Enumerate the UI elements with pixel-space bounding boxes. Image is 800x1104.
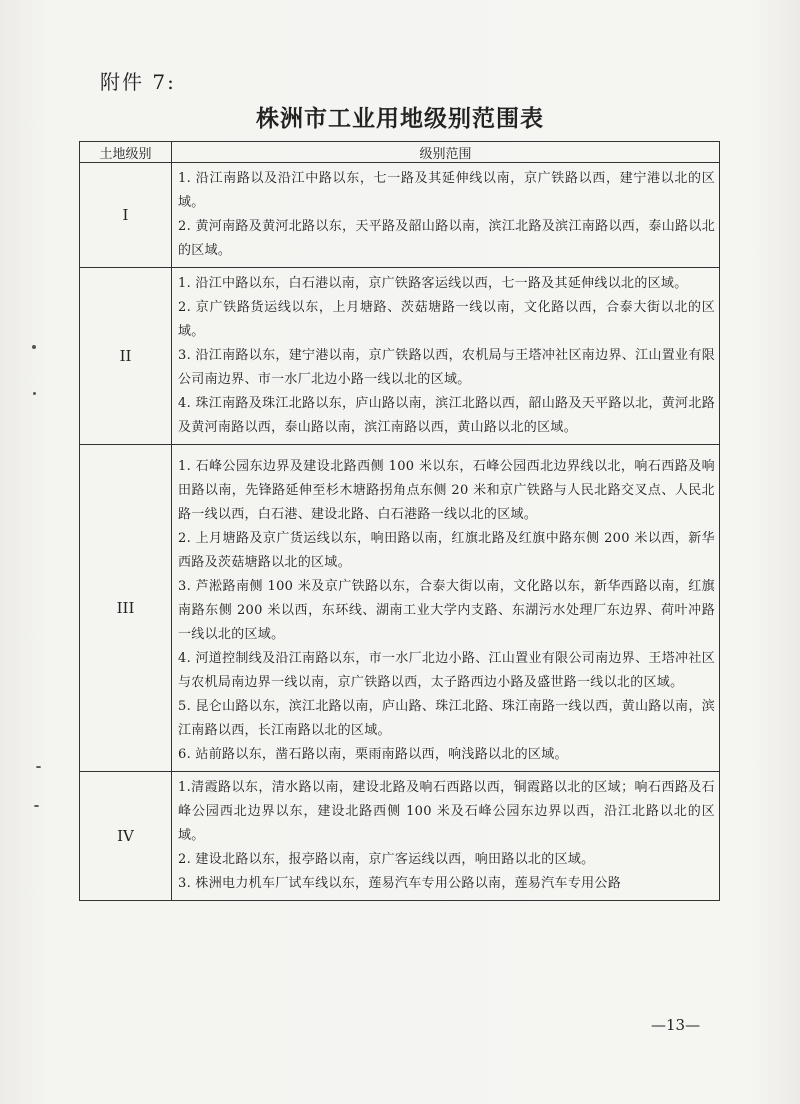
range-item: 1. 沿江中路以东，白石港以南，京广铁路客运线以西，七一路及其延伸线以北的区域。: [178, 276, 688, 291]
level-cell: II: [80, 268, 172, 445]
range-item: 2. 上月塘路及京广货运线以东，响田路以南，红旗北路及红旗中路东侧 200 米以西，新华西路及茨菇塘路以北的区域。: [178, 531, 715, 570]
table-row: [80, 163, 720, 268]
column-header-land-level: 土地级别: [80, 142, 172, 163]
document-title: 株洲市工业用地级别范围表: [256, 106, 544, 132]
range-cell: [172, 445, 720, 772]
land-grade-table: [79, 141, 720, 901]
range-item: 2. 建设北路以东，报亭路以南，京广客运线以西，响田路以北的区域。: [178, 852, 595, 867]
range-item: 5. 昆仑山路以东，滨江北路以南，庐山路、珠江北路、珠江南路一线以西，黄山路以南，滨江南路以西，长江南路以北的区域。: [178, 699, 715, 738]
table-row: [80, 268, 720, 445]
range-item: 1. 沿江南路以及沿江中路以东，七一路及其延伸线以南，京广铁路以西，建宁港以北的区域。: [178, 171, 715, 210]
scan-speck: [36, 766, 41, 768]
range-cell: [172, 163, 720, 268]
table-row: [80, 772, 720, 901]
table-header-row: [80, 142, 720, 163]
range-cell: [172, 268, 720, 445]
page-number: —13—: [651, 1016, 701, 1034]
attachment-label: 附件 7:: [100, 70, 176, 94]
range-item: 1.清霞路以东，清水路以南，建设北路及响石西路以西，铜霞路以北的区域；响石西路及石峰公园西北边界以东，建设北路西侧 100 米及石峰公园东边界以西，沿江北路以北的区域。: [178, 780, 715, 843]
scan-speck: [32, 345, 36, 349]
table-row: [80, 445, 720, 772]
level-cell: IV: [80, 772, 172, 901]
column-header-level-range: 级别范围: [172, 142, 720, 163]
scan-speck: [34, 805, 39, 807]
range-item: 3. 株洲电力机车厂试车线以东，莲易汽车专用公路以南，莲易汽车专用公路: [178, 876, 622, 891]
range-item: 4. 珠江南路及珠江北路以东，庐山路以南，滨江北路以西，韶山路及天平路以北，黄河北路及黄河南路以西，泰山路以南，滨江南路以西，黄山路以北的区域。: [178, 396, 715, 435]
range-item: 6. 站前路以东，凿石路以南，栗雨南路以西，响浅路以北的区域。: [178, 747, 568, 762]
range-item: 2. 京广铁路货运线以东，上月塘路、茨菇塘路一线以南，文化路以西，合泰大街以北的区域。: [178, 300, 715, 339]
range-item: 1. 石峰公园东边界及建设北路西侧 100 米以东，石峰公园西北边界线以北，响石西路及响田路以南，先锋路延伸至杉木塘路拐角点东侧 20 米和京广铁路与人民北路交叉点、人民北路一线以西，白石港、建设北路、白石港路一线以北的区域。: [178, 459, 715, 522]
level-cell: I: [80, 163, 172, 268]
level-cell: III: [80, 445, 172, 772]
range-item: 3. 芦淞路南侧 100 米及京广铁路以东，合泰大街以南，文化路以东，新华西路以南，红旗南路东侧 200 米以西，东环线、湖南工业大学内支路、东湖污水处理厂东边界、荷叶冲路一线以北的区域。: [178, 579, 715, 642]
range-item: 4. 河道控制线及沿江南路以东，市一水厂北边小路、江山置业有限公司南边界、王塔冲社区与农机局南边界一线以南，京广铁路以西，太子路西边小路及盛世路一线以北的区域。: [178, 651, 715, 690]
range-item: 3. 沿江南路以东，建宁港以南，京广铁路以西，农机局与王塔冲社区南边界、江山置业有限公司南边界、市一水厂北边小路一线以北的区域。: [178, 348, 715, 387]
range-item: 2. 黄河南路及黄河北路以东，天平路及韶山路以南，滨江北路及滨江南路以西，泰山路以北的区域。: [178, 219, 715, 258]
scan-speck: [33, 392, 36, 395]
range-cell: [172, 772, 720, 901]
